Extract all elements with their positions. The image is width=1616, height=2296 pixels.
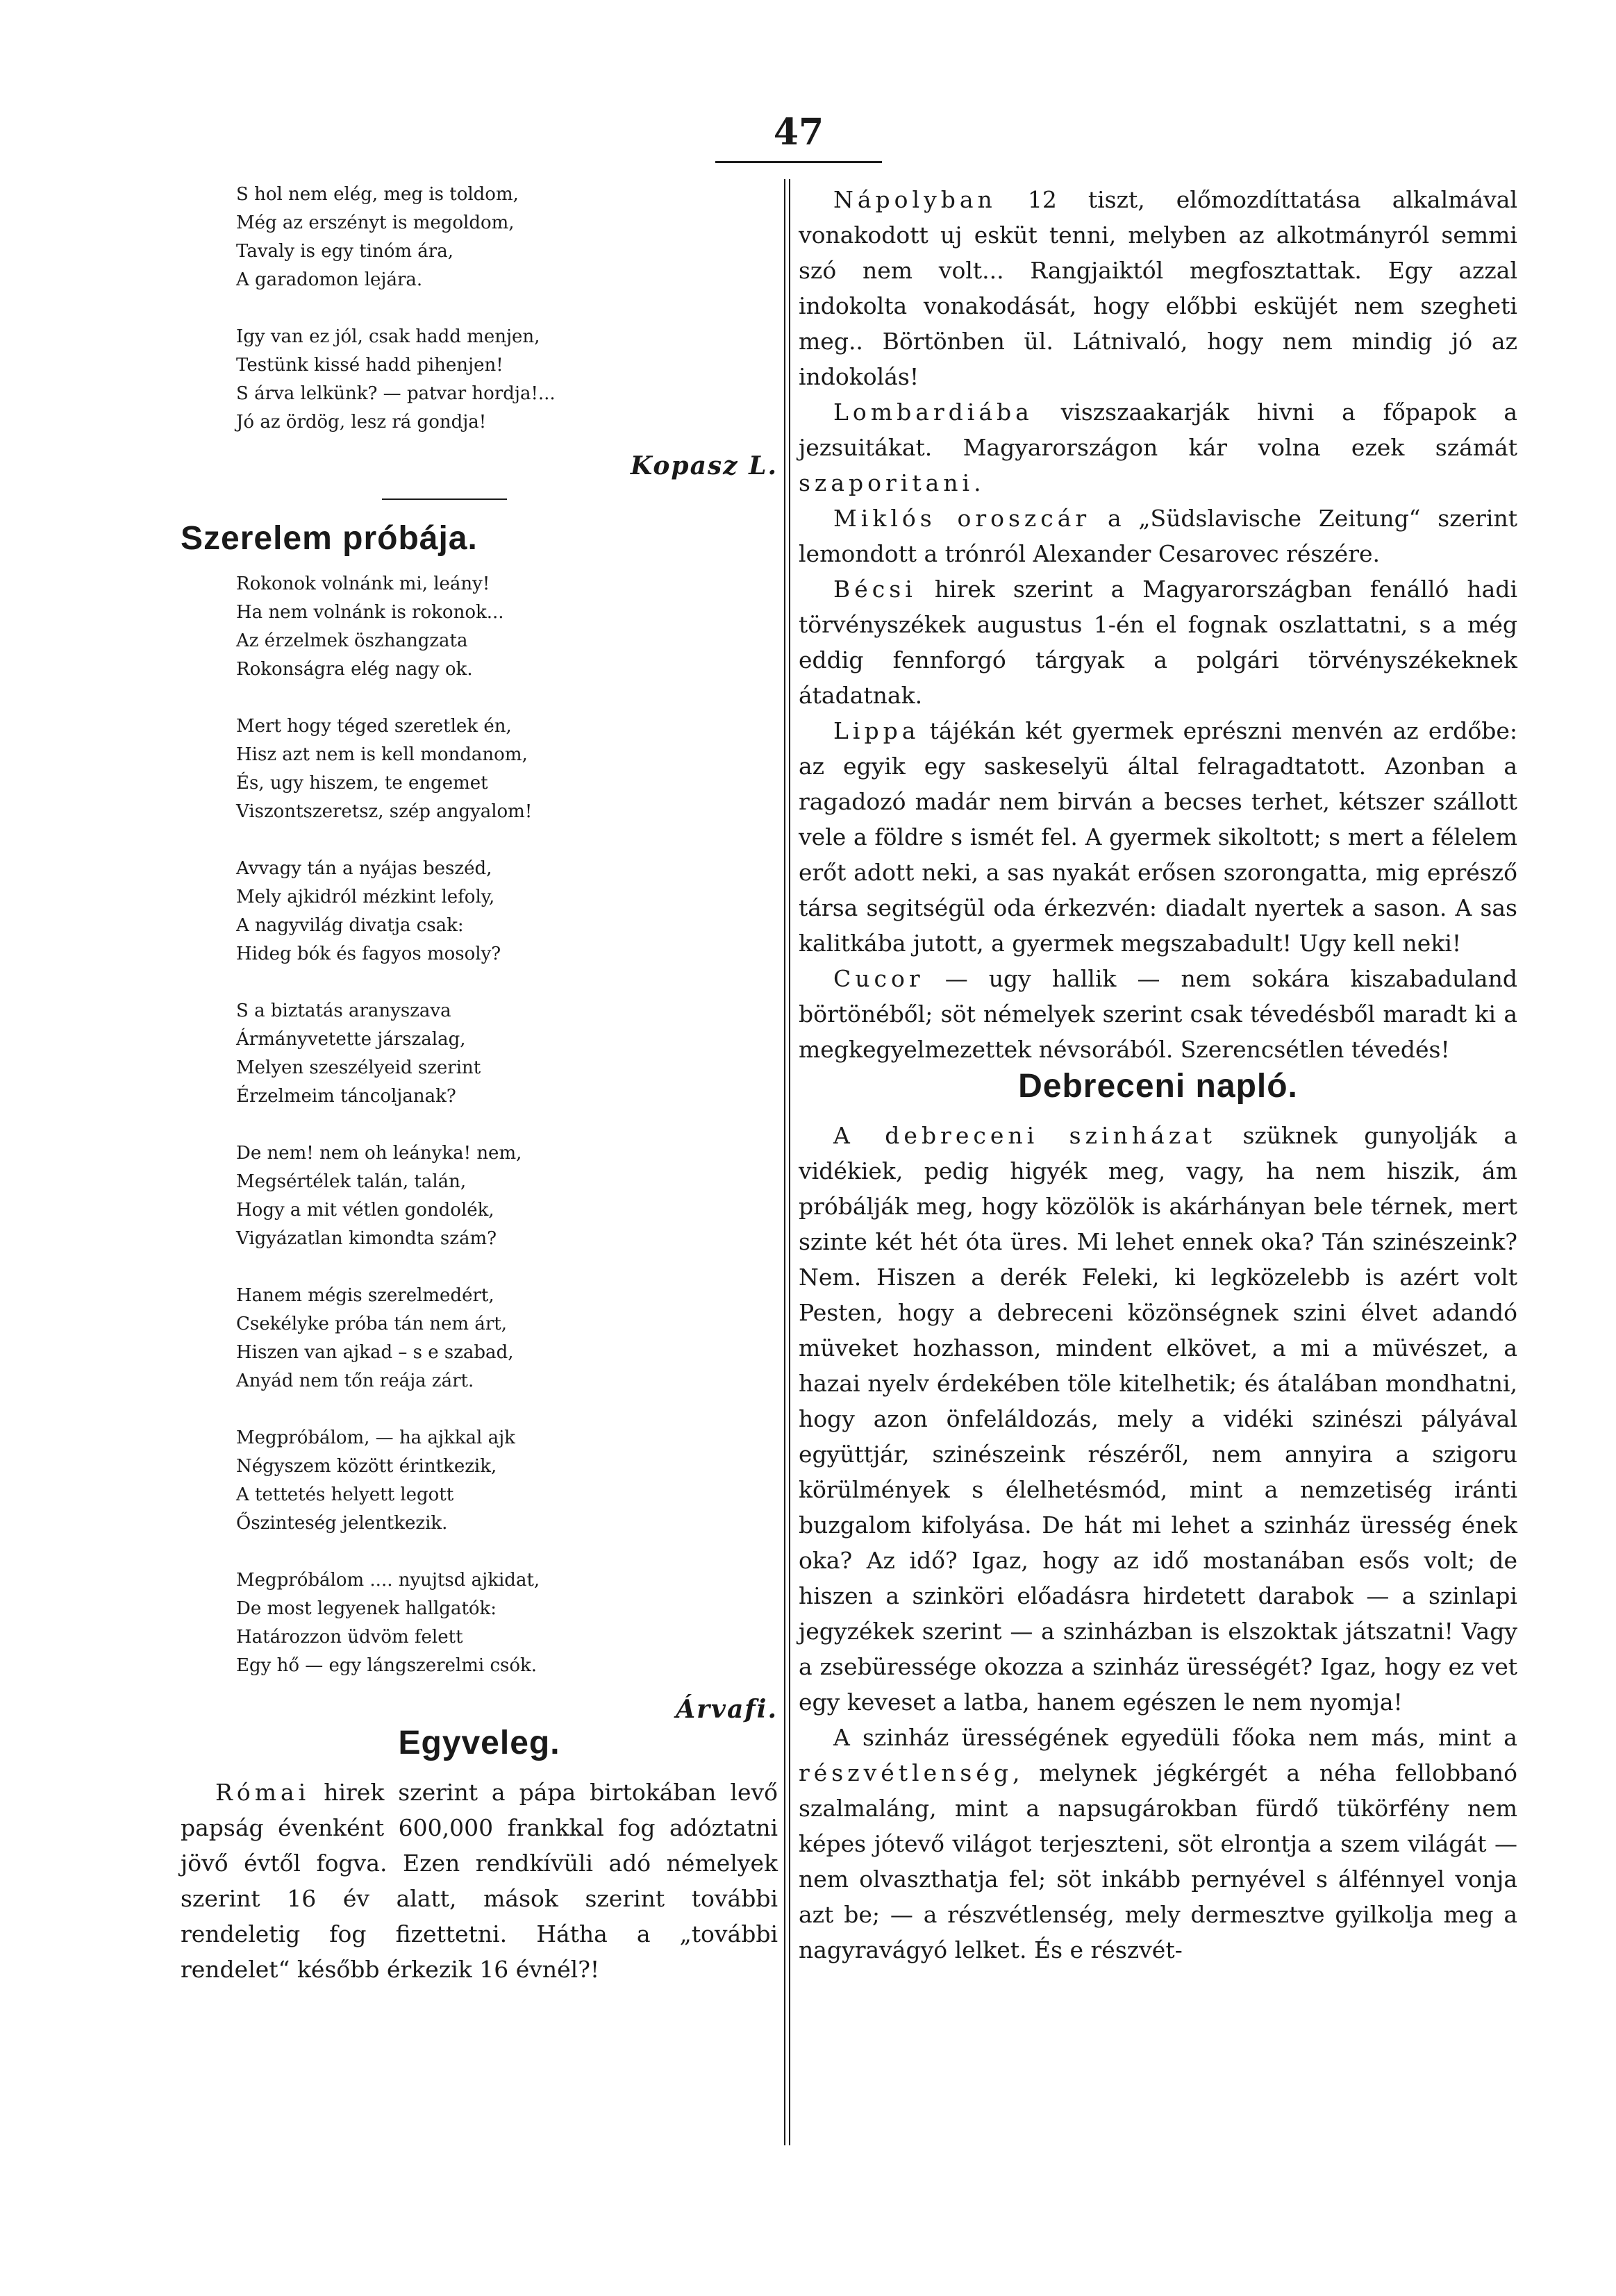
right-column xyxy=(799,182,1517,1968)
poem-line: De most legyenek hallgatók: xyxy=(236,1598,497,1619)
poem-line: Megpróbálom, — ha ajkkal ajk xyxy=(236,1427,515,1448)
section-title-egyveleg: Egyveleg. xyxy=(398,1725,560,1761)
paragraph-text: tájékán két gyermek eprészni menvén az erdőbe: az egyik egy saskeselyü által felragadtatott. Azonban a ragadozó madár nem birván a becses terhet, kétszer szállott vele a földre s ismét fel. A gyermek sikoltott; s mert a félelem erőt adott neki, a sas nyakát erősen szorongatta, mig eprésző társa segitségül oda érkezvén: diadalt nyertek a sason. A sas kalitkába jutott, a gyermek megszabadult! Ugy kell neki! xyxy=(799,717,1517,957)
poem-stanza xyxy=(236,855,778,969)
paragraph-text: hirek szerint a Magyarországban fenálló hadi törvényszékek augustus 1-én el fognak oszlattatni, s a még eddig fennforgó tárgyak a polgári törvényszékeknek átadatnak. xyxy=(799,576,1517,709)
lead-word: Bécsi xyxy=(833,576,917,603)
poem-line: Igy van ez jól, csak hadd menjen, xyxy=(236,326,540,347)
poem-line: Vigyázatlan kimondta szám? xyxy=(236,1228,497,1249)
emphasis-word: részvétlenség xyxy=(799,1759,1013,1786)
poem-line: Megsértélek talán, talán, xyxy=(236,1171,467,1192)
poem-line: Egy hő — egy lángszerelmi csók. xyxy=(236,1655,538,1676)
poem-kopasz xyxy=(236,181,778,437)
poem-szerelem xyxy=(236,570,778,1680)
poem-line: A tettetés helyett legott xyxy=(236,1484,454,1505)
poem-line: A nagyvilág divatja csak: xyxy=(236,915,464,936)
poem-line: Őszinteség jelentkezik. xyxy=(236,1513,448,1534)
lead-word: Miklós oroszcár xyxy=(833,505,1091,532)
poem-stanza xyxy=(236,997,778,1111)
poem-line: S árva lelkünk? — patvar hordja!... xyxy=(236,383,556,404)
poem-line: Hanem mégis szerelmedért, xyxy=(236,1285,494,1306)
page-number: 47 xyxy=(773,111,824,153)
poem-line: Négyszem között érintkezik, xyxy=(236,1456,497,1477)
poem-line: A garadomon lejára. xyxy=(236,269,423,290)
poem-line: Hideg bók és fagyos mosoly? xyxy=(236,944,501,964)
lead-word: A debreceni szinházat xyxy=(833,1122,1217,1149)
paragraph-text: — ugy hallik — nem sokára kiszabaduland börtönéből; söt némelyek szerint csak tévedésből maradt ki a megkegyelmezettek névsorából. Szerencsétlen tévedés! xyxy=(799,965,1517,1063)
poem-line: Rokonok volnánk mi, leány! xyxy=(236,573,490,594)
poem-line: Hogy a mit vétlen gondolék, xyxy=(236,1200,494,1221)
poem-line: Megpróbálom .... nyujtsd ajkidat, xyxy=(236,1570,540,1591)
paragraph-text: a „Südslavische Zeitung“ szerint lemondott a trónról Alexander Cesarovec részére. xyxy=(799,505,1518,567)
lead-word: Nápolyban xyxy=(833,186,997,213)
poem-line: De nem! nem oh leányka! nem, xyxy=(236,1143,522,1164)
paragraph-text: szüknek gunyolják a vidékiek, pedig higyék meg, vagy, ha nem hiszik, ám próbálják meg, hogy közölök is akárhányan bele térnek, mert szinte két hét óta üres. Mi lehet ennek oka? Tán szinészeink? Nem. Hiszen a derék Feleki, ki legközelebb is azért volt Pesten, hogy a debreceni közönségnek szini élvet adandó müveket hozhasson, mindent elkövet, a mi a müvészet, a hazai nyelv érdekében töle kitelhetik; és átalában mondhatni, hogy azon önfeláldozás, mely a vidéki szinészi pályával együttjár, szinészeink részéről, nem annyira a szigoru körülmények s élelhetésmód, mint a nemzetiség iránti buzgalom kifolyása. De hát mi lehet a szinház üresség ének oka? Az idő? Igaz, hogy az idő mostanában esős volt; de hiszen a szinköri előadásra hirdetett darabok — a szinlapi jegyzékek szerint — a szinházban is elszoktak játszatni! Vagy a zsebüressége okozza a szinház ürességét? Igaz, hogy ez vet egy keveset a latba, hanem egészen le nem nyomja! xyxy=(799,1122,1518,1716)
poem-line: Viszontszeretsz, szép angyalom! xyxy=(236,801,533,822)
paragraph-text: 12 tiszt, előmozdíttatása alkalmával vonakodott uj esküt tenni, melyben az alkotmányról semmi szó nem volt... Rangjaiktól megfosztattak. Egy azzal indokolta vonakodását, hogy előbbi esküjét nem szegheti meg.. Börtönben ül. Látnivaló, hogy nem mindig jó az indokolás! xyxy=(799,186,1517,390)
news-item xyxy=(799,713,1517,961)
poem-line: Mert hogy téged szeretlek én, xyxy=(236,716,512,737)
poem-line: S hol nem elég, meg is toldom, xyxy=(236,184,519,205)
naplo-paragraph xyxy=(799,1720,1517,1968)
poem-line: Anyád nem tőn reája zárt. xyxy=(236,1371,474,1391)
lead-word: Cucor xyxy=(833,965,924,992)
paragraph-text: viszszaakarják hivni a főpapok a jezsuitákat. Magyarországon kár volna ezek számát xyxy=(799,399,1517,461)
poem-stanza xyxy=(236,181,778,294)
naplo-paragraph xyxy=(799,1118,1517,1720)
poem-line: Az érzelmek öszhangzata xyxy=(236,630,468,651)
poem-line: Testünk kissé hadd pihenjen! xyxy=(236,355,503,376)
left-column xyxy=(181,181,778,1987)
emphasis-word: szaporitani xyxy=(799,469,974,496)
news-item xyxy=(799,501,1517,571)
poem-line: Mely ajkidról mézkint lefoly, xyxy=(236,887,495,907)
poem-line: Avvagy tán a nyájas beszéd, xyxy=(236,858,492,879)
section-title-debreceni-naplo: Debreceni napló. xyxy=(1018,1068,1298,1105)
poem-line: Ármányvetette járszalag, xyxy=(236,1029,466,1050)
poem-line: Érzelmeim táncoljanak? xyxy=(236,1086,456,1107)
paragraph-end: . xyxy=(974,469,981,496)
poem-line: Hisz azt nem is kell mondanom, xyxy=(236,744,528,765)
egyveleg-paragraph xyxy=(181,1775,778,1987)
news-item xyxy=(799,961,1517,1067)
poem-stanza xyxy=(236,1424,778,1538)
poem-line: S a biztatás aranyszava xyxy=(236,1000,451,1021)
news-item xyxy=(799,182,1517,394)
lead-word: Lombardiába xyxy=(833,399,1033,426)
poem-line: Tavaly is egy tinóm ára, xyxy=(236,241,453,262)
paragraph-text: , melynek jégkérgét a néha fellobbanó szalmaláng, mint a napsugárokban fürdő tükörfény nem képes jótevő világot terjeszteni, söt elrontja a szem világát — nem olvaszthatja fel; söt inkább pernyével s álfénnyel vonja azt be; — a részvétlenség, mely dermesztve gyilkolja meg a nagyravágyó lelket. És e részvét- xyxy=(799,1759,1517,1963)
paragraph-text: A szinház ürességének egyedüli főoka nem más, mint a xyxy=(833,1724,1517,1751)
news-item xyxy=(799,571,1517,713)
signature-arvafi: Árvafi. xyxy=(676,1695,778,1724)
poem-line: Jó az ördög, lesz rá gondja! xyxy=(236,412,487,433)
poem-line: Határozzon üdvöm felett xyxy=(236,1627,463,1648)
poem-stanza xyxy=(236,1566,778,1680)
poem-line: Rokonságra elég nagy ok. xyxy=(236,659,473,680)
lead-word: Lippa xyxy=(833,717,920,744)
poem-stanza xyxy=(236,323,778,437)
signature-kopasz: Kopasz L. xyxy=(630,451,778,480)
poem-line: Melyen szeszélyeid szerint xyxy=(236,1057,481,1078)
paragraph-text: hirek szerint a pápa birtokában levő papság évenként 600,000 frankkal fog adóztatni jövő évtől fogva. Ezen rendkívüli adó némelyek szerint 16 év alatt, mások szerint további rendeletig fog fizettetni. Hátha a „további rendelet“ később érkezik 16 évnél?! xyxy=(181,1779,778,1983)
poem-stanza xyxy=(236,1139,778,1253)
poem-stanza xyxy=(236,712,778,826)
lead-word: Római xyxy=(215,1779,310,1806)
poem-line: Hiszen van ajkad – s e szabad, xyxy=(236,1342,514,1363)
poem-line: És, ugy hiszem, te engemet xyxy=(236,773,488,794)
page-number-rule xyxy=(715,161,882,163)
poem-stanza xyxy=(236,1282,778,1396)
poem-title: Szerelem próbája. xyxy=(181,520,478,557)
news-item xyxy=(799,394,1517,501)
poem-stanza xyxy=(236,570,778,684)
poem-line: Még az erszényt is megoldom, xyxy=(236,212,515,233)
column-divider xyxy=(784,179,790,2145)
section-rule xyxy=(382,498,507,500)
poem-line: Csekélyke próba tán nem árt, xyxy=(236,1314,507,1334)
poem-line: Ha nem volnánk is rokonok... xyxy=(236,602,504,623)
